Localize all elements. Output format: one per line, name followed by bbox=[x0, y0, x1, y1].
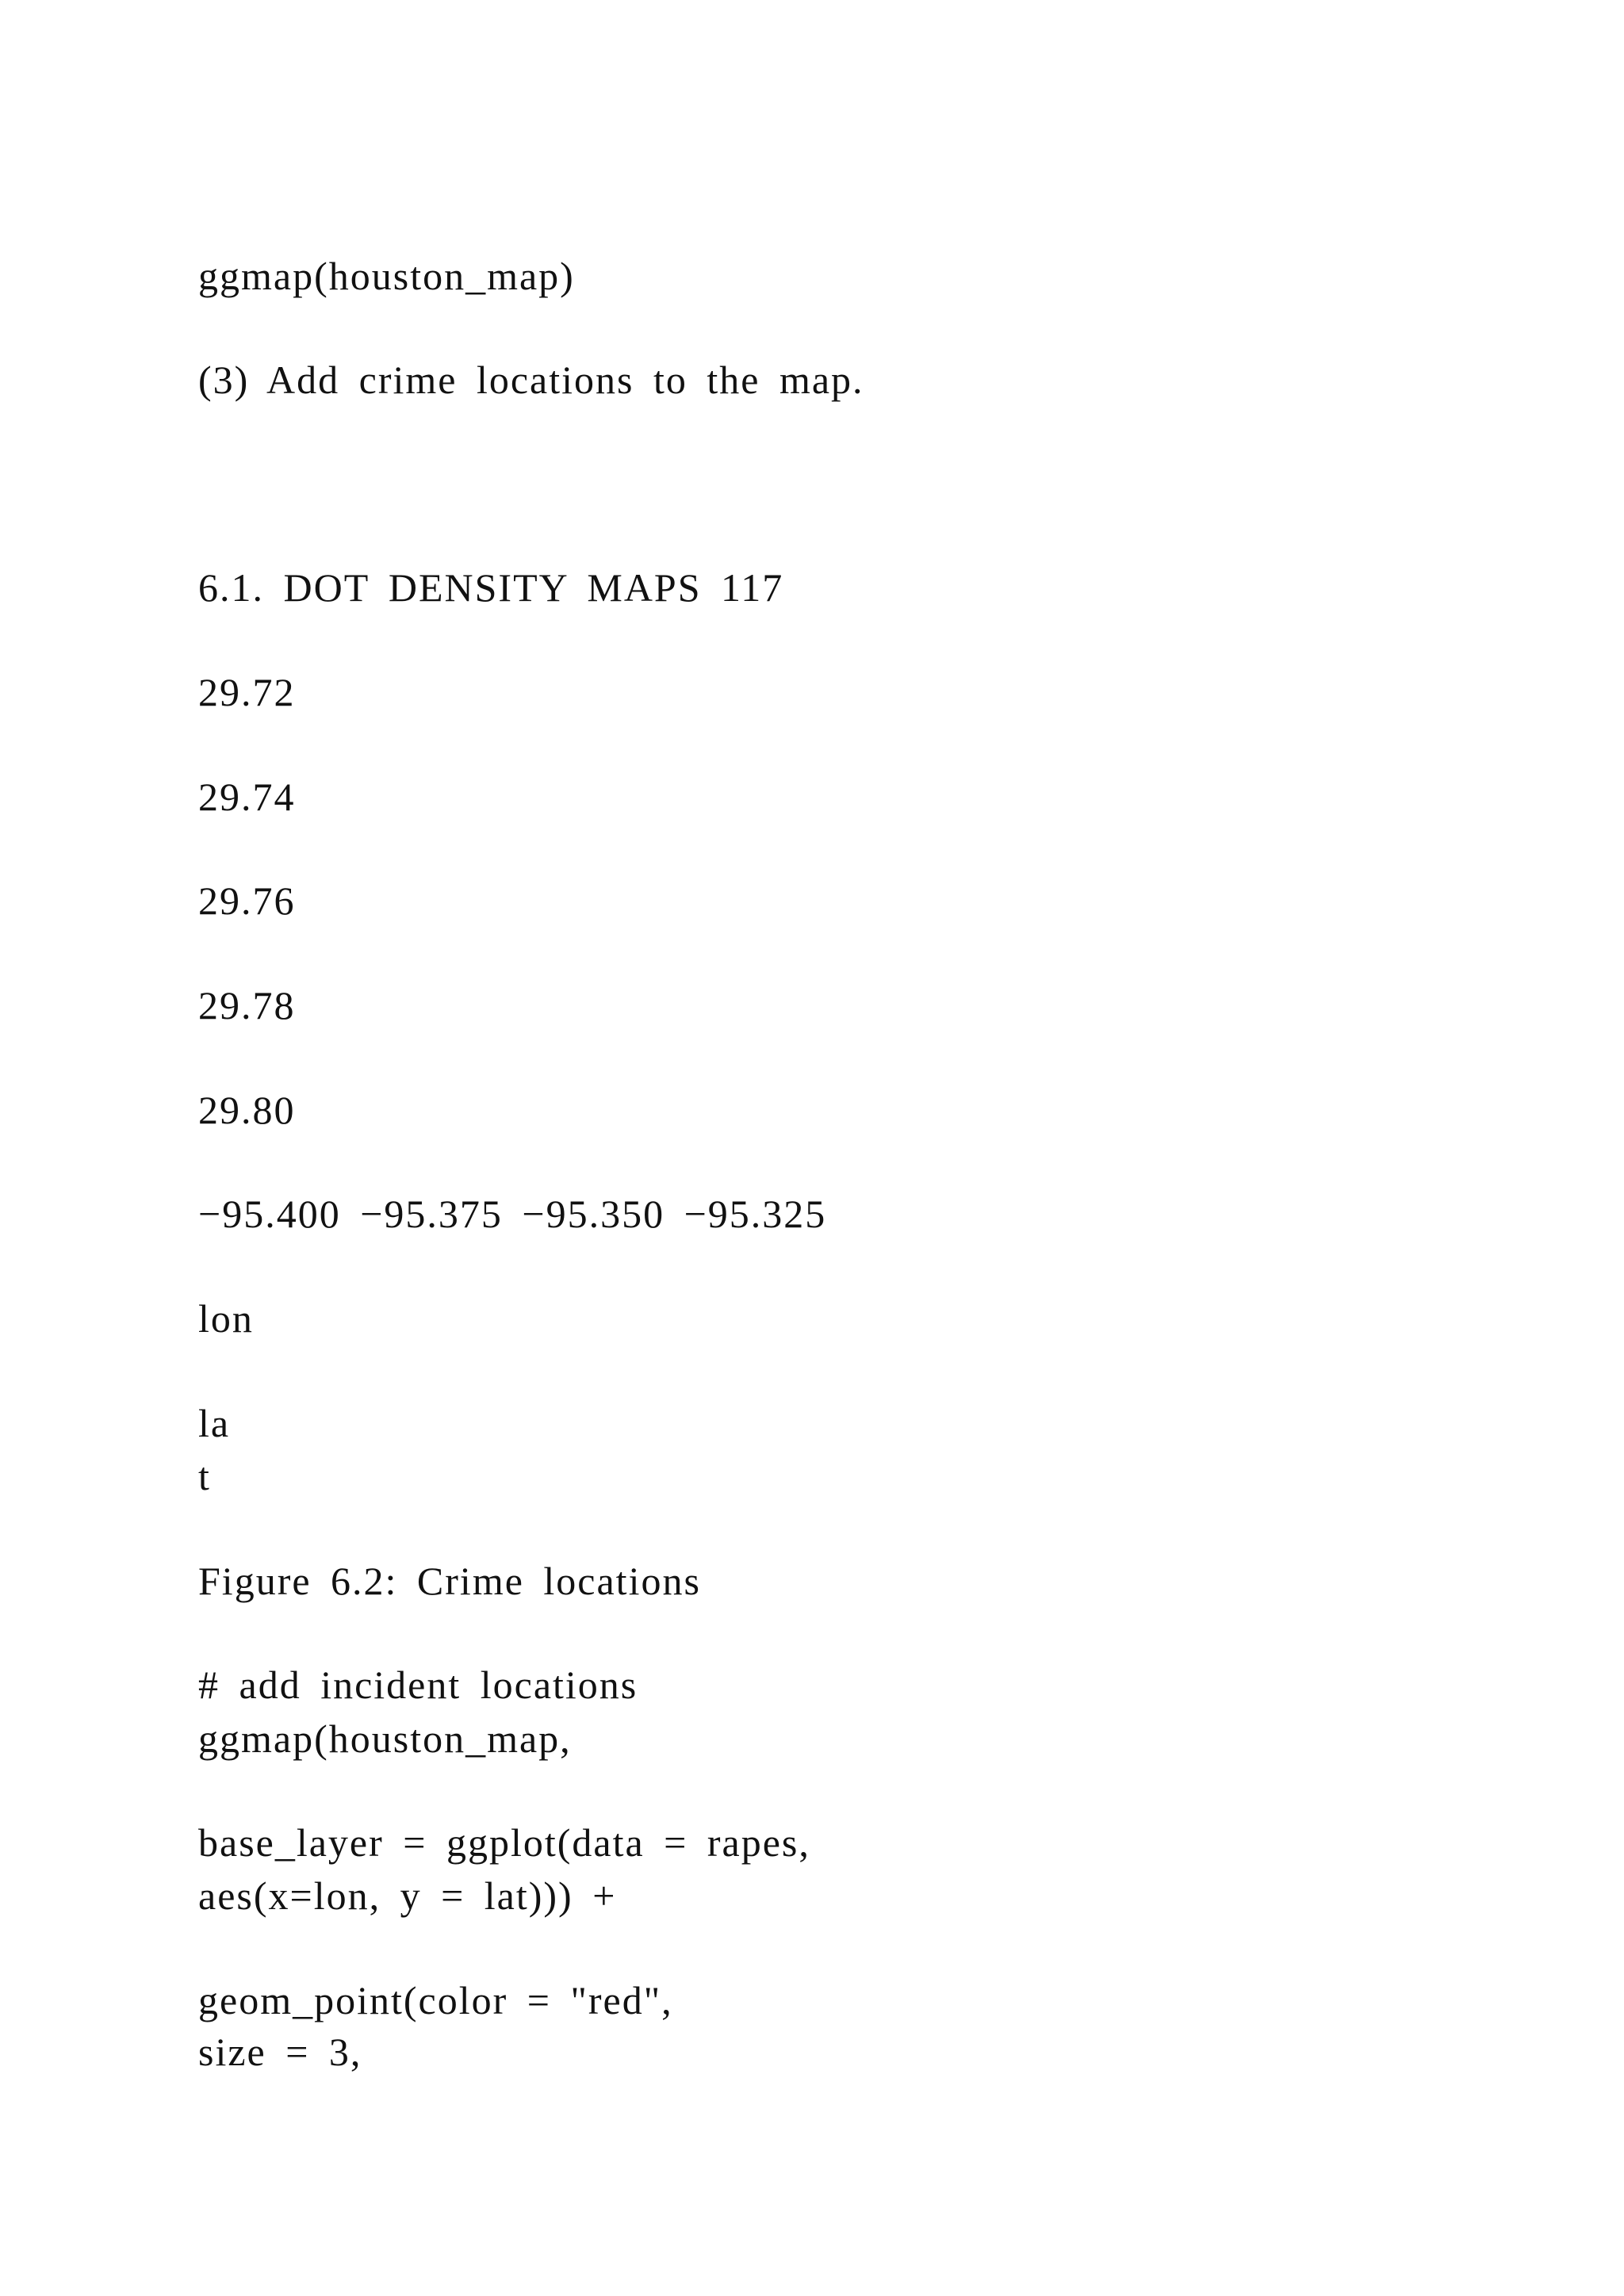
code-line: base_layer = ggplot(data = rapes, bbox=[198, 1820, 810, 1865]
code-line: ggmap(houston_map) bbox=[198, 254, 575, 298]
y-axis-label-part: t bbox=[198, 1454, 211, 1498]
running-header: 6.1. DOT DENSITY MAPS 117 bbox=[198, 565, 784, 610]
x-tick-labels: −95.400 −95.375 −95.350 −95.325 bbox=[198, 1192, 827, 1236]
y-tick-label: 29.76 bbox=[198, 878, 296, 923]
code-line: geom_point(color = "red", bbox=[198, 1978, 673, 2022]
x-axis-label: lon bbox=[198, 1296, 254, 1341]
figure-caption: Figure 6.2: Crime locations bbox=[198, 1559, 701, 1603]
y-axis-label-part: la bbox=[198, 1401, 231, 1445]
code-line: size = 3, bbox=[198, 2030, 362, 2074]
code-line: aes(x=lon, y = lat))) + bbox=[198, 1873, 617, 1918]
code-line: ggmap(houston_map, bbox=[198, 1716, 572, 1761]
y-tick-label: 29.74 bbox=[198, 775, 296, 819]
y-tick-label: 29.78 bbox=[198, 983, 296, 1027]
y-tick-label: 29.80 bbox=[198, 1088, 296, 1132]
code-line: # add incident locations bbox=[198, 1663, 638, 1707]
step-text: (3) Add crime locations to the map. bbox=[198, 358, 864, 402]
y-tick-label: 29.72 bbox=[198, 670, 296, 714]
